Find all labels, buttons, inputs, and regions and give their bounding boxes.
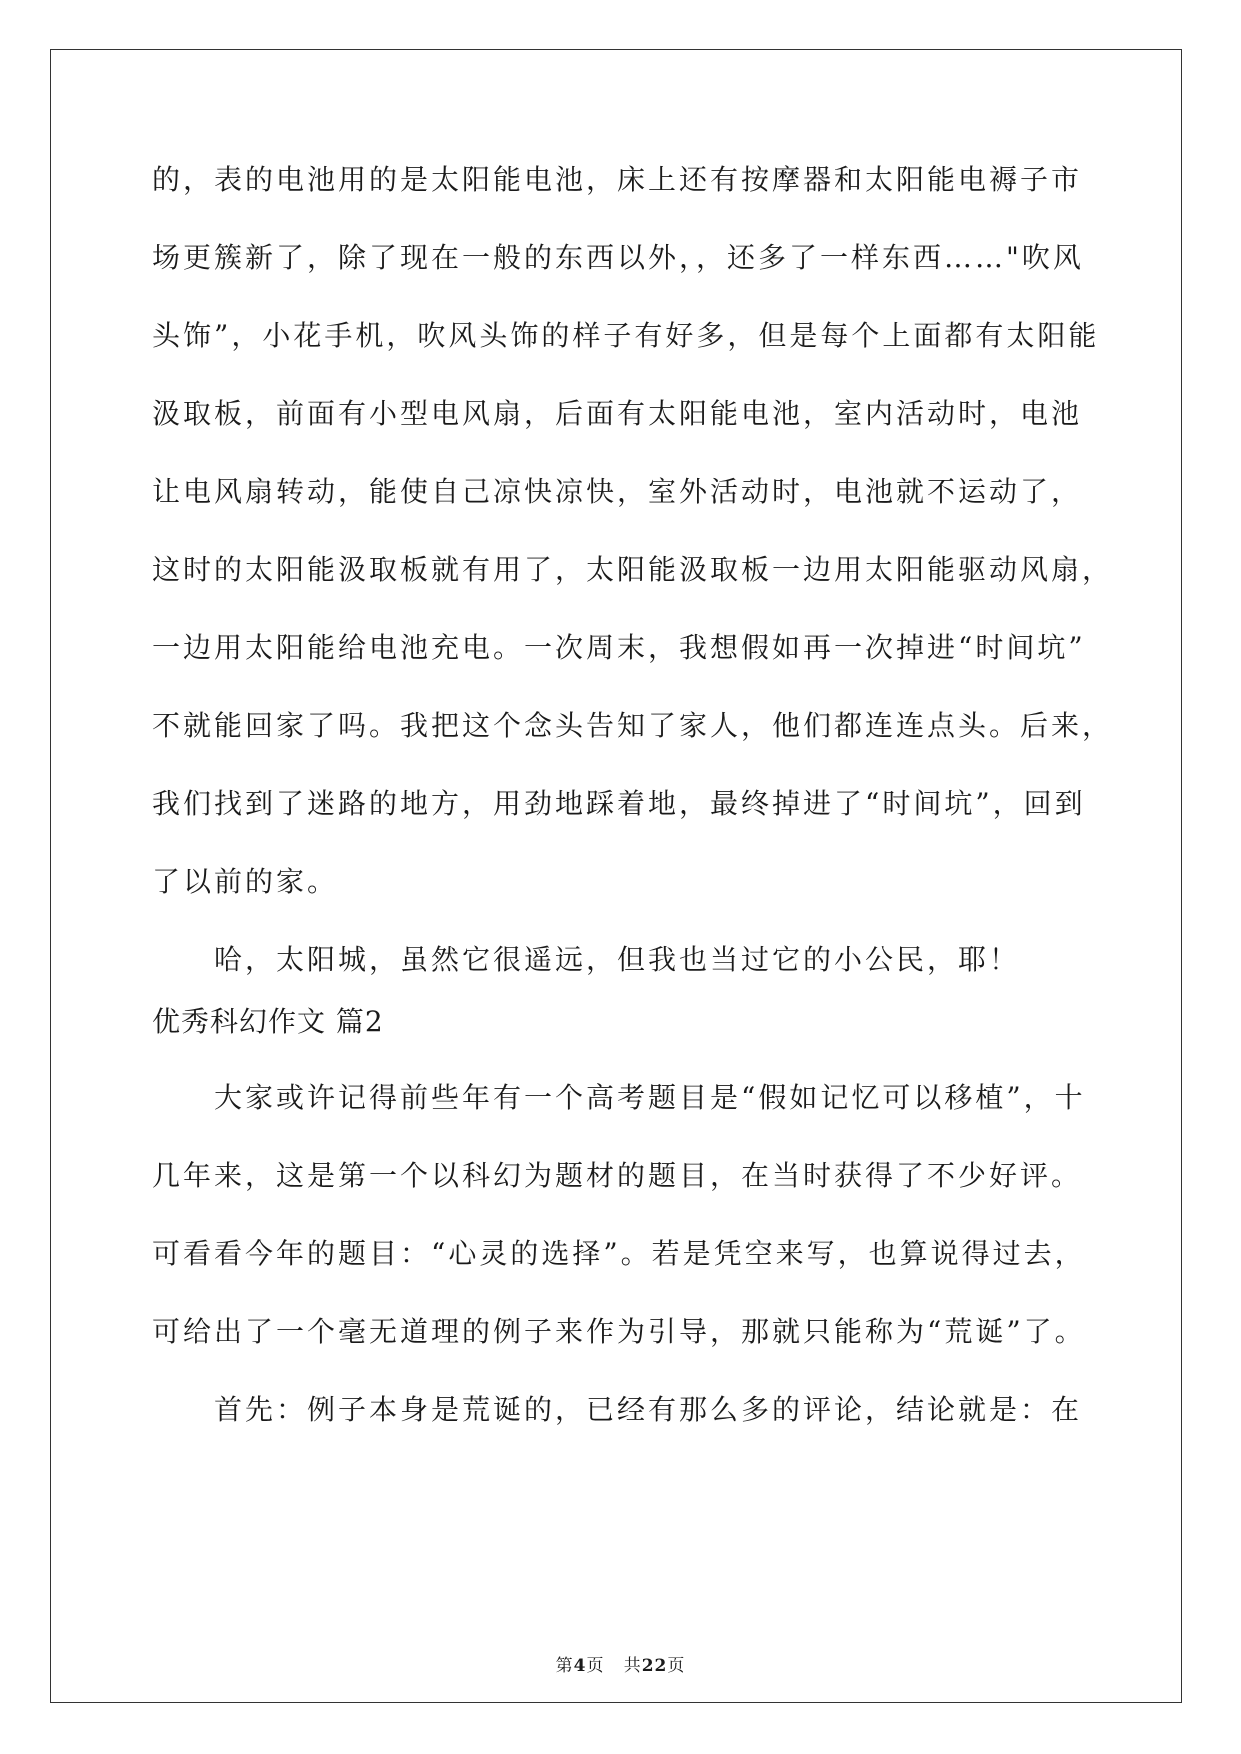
- text-line: 首先：例子本身是荒诞的，已经有那么多的评论，结论就是：在: [214, 1393, 1083, 1426]
- document-body: [152, 160, 1114, 1430]
- text-line: 这时的太阳能汲取板就有用了，太阳能汲取板一边用太阳能驱动风扇，: [152, 553, 1114, 586]
- text-line: 头饰”，小花手机，吹风头饰的样子有好多，但是每个上面都有太阳能: [152, 319, 1100, 352]
- text-line: 场更簇新了，除了现在一般的东西以外，，还多了一样东西……"吹风: [152, 241, 1084, 274]
- paragraph: [152, 940, 1102, 980]
- text-line: 一边用太阳能给电池充电。一次周末，我想假如再一次掉进“时间坑”: [152, 631, 1086, 664]
- text-line: 让电风扇转动，能使自己凉快凉快，室外活动时，电池就不运动了，: [152, 475, 1083, 508]
- page-number: 4: [573, 1656, 587, 1676]
- text-line: 哈，太阳城，虽然它很遥远，但我也当过它的小公民，耶！: [214, 943, 1021, 976]
- text-line: 我们找到了迷路的地方，用劲地踩着地，最终掉进了“时间坑”，回到: [152, 787, 1086, 820]
- paragraph: [152, 160, 1114, 902]
- footer-prefix: 第: [555, 1656, 574, 1676]
- text-line: 可给出了一个毫无道理的例子来作为引导，那就只能称为“荒诞”了。: [152, 1315, 1086, 1348]
- paragraph: [152, 1390, 1102, 1430]
- footer-total-suffix: 页: [667, 1656, 686, 1676]
- footer-page-suffix: 页: [586, 1656, 605, 1676]
- section-heading: 优秀科幻作文 篇2: [152, 1005, 384, 1038]
- paragraph: [152, 1078, 1102, 1352]
- text-line: 汲取板，前面有小型电风扇，后面有太阳能电池，室内活动时，电池: [152, 397, 1083, 430]
- text-line: 的，表的电池用的是太阳能电池，床上还有按摩器和太阳能电褥子市: [152, 163, 1083, 196]
- page-footer: [0, 1655, 1241, 1677]
- total-pages: 22: [641, 1656, 668, 1676]
- text-line: 大家或许记得前些年有一个高考题目是“假如记忆可以移植”，十: [214, 1081, 1086, 1114]
- text-line: 几年来，这是第一个以科幻为题材的题目，在当时获得了不少好评。: [152, 1159, 1083, 1192]
- text-line: 不就能回家了吗。我把这个念头告知了家人，他们都连连点头。后来，: [152, 709, 1114, 742]
- text-line: 了以前的家。: [152, 865, 339, 898]
- footer-total-prefix: 共: [623, 1656, 642, 1676]
- text-line: 可看看今年的题目：“心灵的选择”。若是凭空来写，也算说得过去，: [152, 1237, 1086, 1270]
